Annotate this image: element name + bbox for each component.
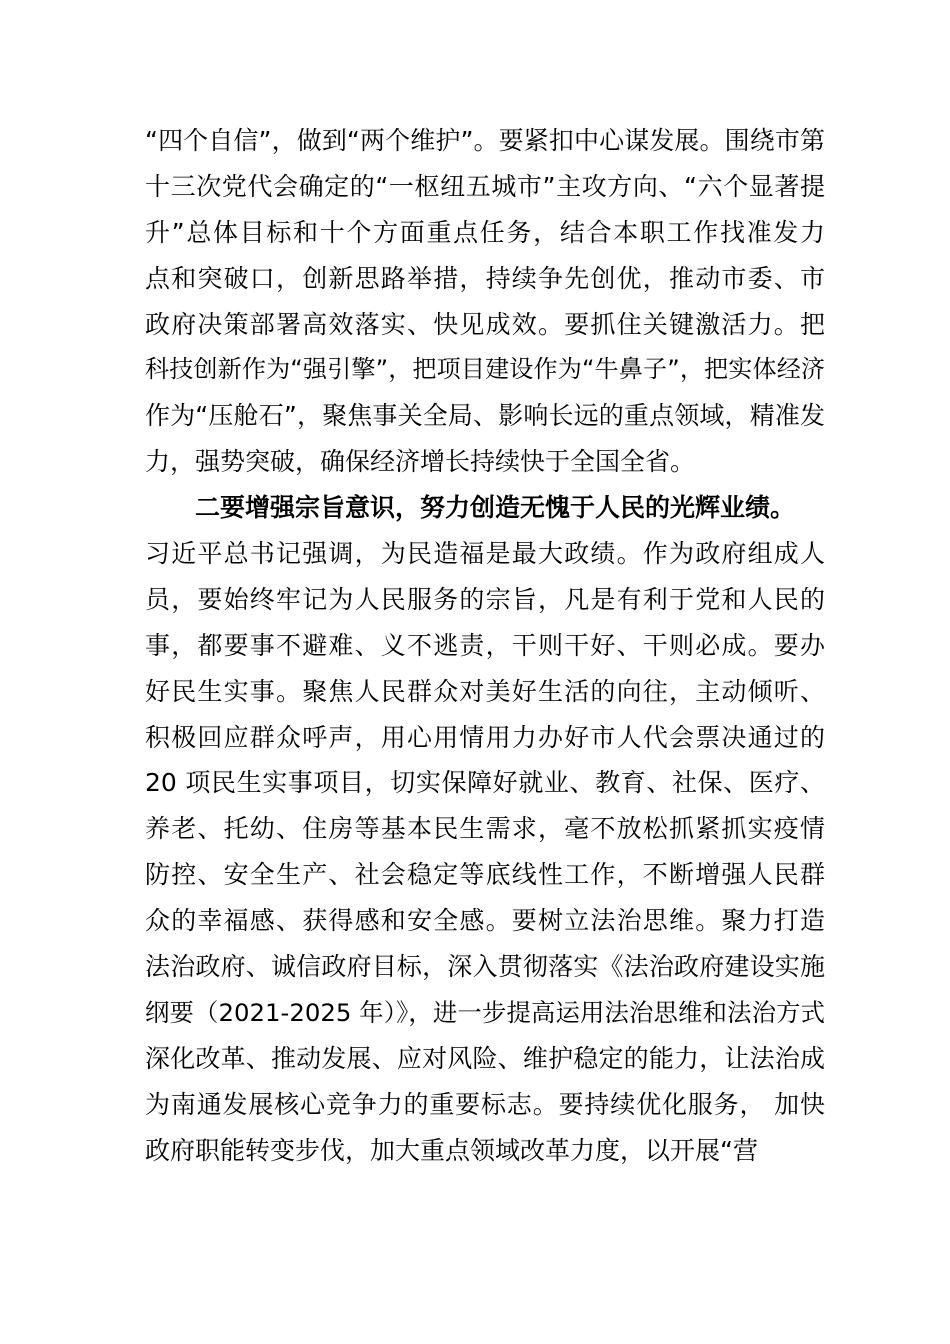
text-line: 纲要（2021-2025 年）》，进一步提高运用法治思维和法治方式 <box>145 997 825 1027</box>
text-line: 十三次党代会确定的“一枢纽五城市”主攻方向、“六个显著提 <box>145 171 825 201</box>
body-text <box>145 118 825 1173</box>
text-line: 作为“压舱石”，聚焦事关全局、影响长远的重点领域，精准发 <box>145 401 825 431</box>
text-line: 力，强势突破，确保经济增长持续快于全国全省。 <box>145 447 696 477</box>
text-line: 政府决策部署高效落实、快见成效。要抓住关键激活力。把 <box>145 309 825 339</box>
text-line: 事，都要事不避难、义不逃责，干则干好、干则必成。要办 <box>145 630 825 660</box>
text-line: 积极回应群众呼声，用心用情用力办好市人代会票决通过的 <box>145 722 825 752</box>
text-line: 养老、托幼、住房等基本民生需求，毫不放松抓紧抓实疫情 <box>145 814 825 844</box>
text-line: 员，要始终牢记为人民服务的宗旨，凡是有利于党和人民的 <box>145 584 825 614</box>
text-line: 防控、安全生产、社会稳定等底线性工作，不断增强人民群 <box>145 860 825 890</box>
text-line: 科技创新作为“强引擎”，把项目建设作为“牛鼻子”，把实体经济 <box>145 355 825 384</box>
text-line: 众的幸福感、获得感和安全感。要树立法治思维。聚力打造 <box>145 906 825 936</box>
text-line: 升”总体目标和十个方面重点任务，结合本职工作找准发力 <box>145 217 825 247</box>
text-line: 政府职能转变步伐，加大重点领域改革力度，以开展“营 <box>145 1135 758 1165</box>
text-line: 点和突破口，创新思路举措，持续争先创优，推动市委、市 <box>145 263 825 293</box>
text-line: “四个自信”，做到“两个维护”。要紧扣中心谋发展。围绕市第 <box>145 126 825 155</box>
section-heading: 二要增强宗旨意识，努力创造无愧于人民的光辉业绩。 <box>195 493 796 523</box>
text-line: 法治政府、诚信政府目标，深入贯彻落实《法治政府建设实施 <box>145 952 825 982</box>
text-line: 好民生实事。聚焦人民群众对美好生活的向往，主动倾听、 <box>145 676 825 706</box>
text-line: 20 项民生实事项目，切实保障好就业、教育、社保、医疗、 <box>145 768 825 798</box>
text-line: 为南通发展核心竞争力的重要标志。要持续优化服务， 加快 <box>145 1089 825 1119</box>
text-line: 习近平总书记强调，为民造福是最大政绩。作为政府组成人 <box>145 539 825 569</box>
text-line: 深化改革、推动发展、应对风险、维护稳定的能力，让法治成 <box>145 1043 825 1073</box>
